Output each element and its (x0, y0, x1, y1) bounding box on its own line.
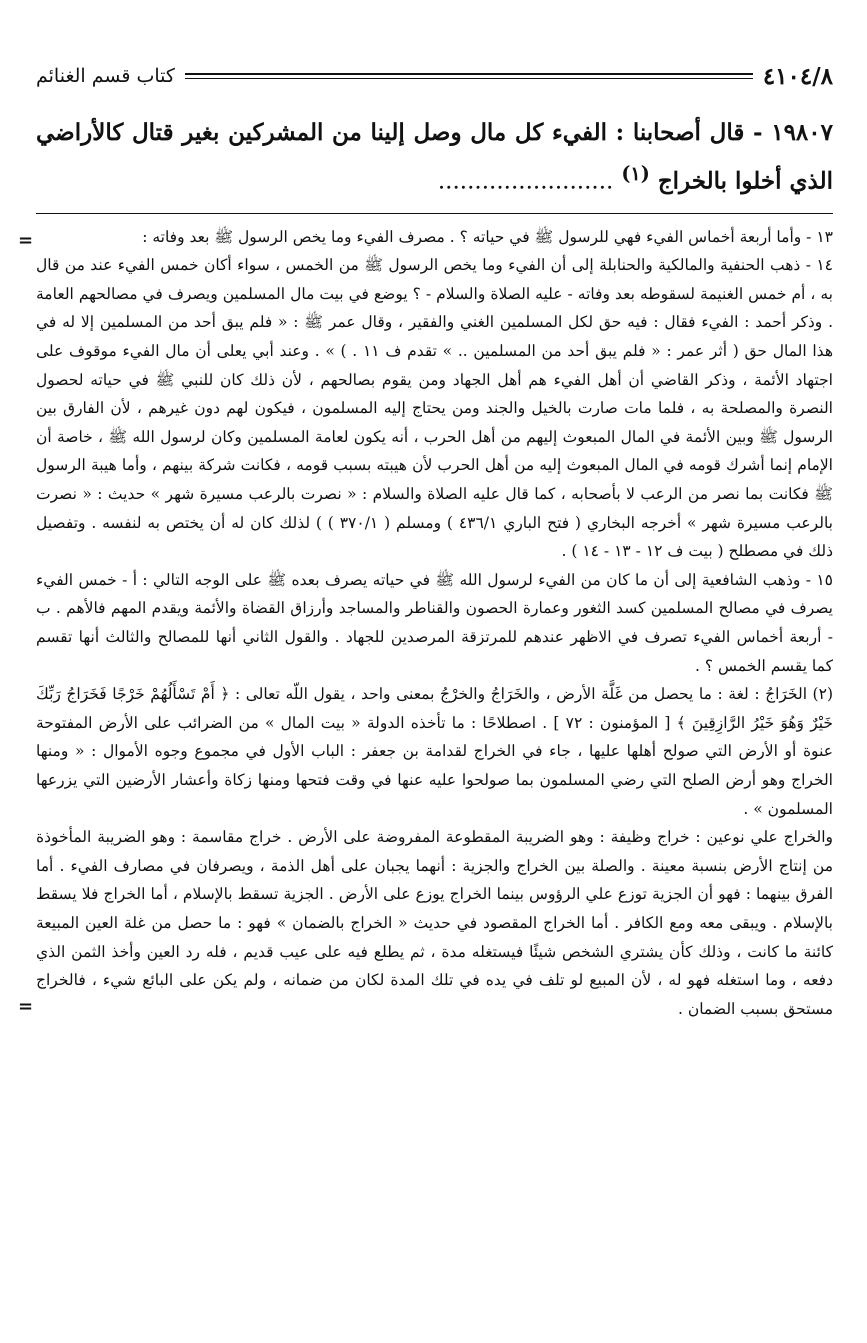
page-number: ٤١٠٤/٨ (762, 62, 833, 90)
footnote-ref: (١) (621, 162, 650, 185)
book-title: كتاب قسم الغنائم (36, 65, 175, 87)
dot-leader: ........................ (437, 168, 614, 195)
footnote-separator (36, 213, 833, 214)
footnote-paragraph: ١٣ - وأما أربعة أخماس الفيء فهي للرسول ﷺ في حياته ؟ . مصرف الفيء وما يخص الرسول ﷺ بعد وفاته : (142, 227, 833, 246)
footnotes (18, 223, 833, 1024)
running-header (36, 54, 833, 98)
main-paragraph: ١٩٨٠٧ - قال أصحابنا : الفيء كل مال وصل إلينا من المشركين بغير قتال كالأراضي الذي أخلوا بالخراج (36, 119, 833, 195)
footnote-paragraph: ١٤ - ذهب الحنفية والمالكية والحنابلة إلى أن الفيء وما يخص الرسول ﷺ من الخمس ، سواء أكان خمس الفيء عند من قال به ، أم خمس الغنيمة لسقوطه بعد وفاته - عليه الصلاة والسلام - ؟ يوضع في بيت مال المسلمين ويصرف في مصالحهم العامة . وذكر أحمد : الفيء فقال : فيه حق لكل المسلمين الغني والفقير ، وقال عمر ﷺ : « فلم يبق أحد من المسلمين إلا له في هذا المال حق ( أثر عمر : « فلم يبق أحد من المسلمين .. » تقدم ف ١١ . ) » . وعند أبي يعلى أن مال الفيء موقوف على اجتهاد الأئمة ، وذكر القاضي أن أهل الفيء هم أهل الجهاد ومن يقوم بصالحهم ، لأن ذلك كان للنبي ﷺ في حياته لحصول النصرة والمصلحة به ، فلما مات صارت بالخيل والجند ومن يحتاج إليه المسلمون ، فيكون لهم دون غيرهم ، لأن الفارق بين الرسول ﷺ وبين الأئمة في المال المبعوث إليهم من أهل الحرب ، أنه يكون لعامة المسلمين وكان لرسول الله ﷺ ، خاصة أن الإمام إنما أشرك قومه في المال المبعوث إليه من أهل الحرب لأن هيبته بسبب قومه ، فكانت شركة بينهم ، وأما هيبة الرسول ﷺ فكانت بما نصر من الرعب لا بأصحابه ، كما قال عليه الصلاة والسلام : « نصرت بالرعب مسيرة شهر » حديث : « نصرت بالرعب مسيرة شهر » أخرجه البخاري ( فتح الباري ٤٣٦/١ ) ومسلم ( ٣٧٠/١ ) ) لذلك كان له أن يختص به لنفسه . وتفصيل ذلك في مصطلح ( بيت ف ١٢ - ١٣ - ١٤ ) . (36, 256, 833, 561)
main-text (36, 112, 833, 203)
header-rule (185, 73, 753, 79)
footnote-paragraph: (٢) الخَرَاجُ : لغة : ما يحصل من غَلَّة الأرض ، والخَرَاجُ والخرْجُ بمعنى واحد ، يقول اللّه تعالى : ﴿ أَمْ تَسْأَلُهُمْ خَرْجًا فَخَرَاجُ رَبِّكَ خَيْرٌ وَهُوَ خَيْرُ الرَّازِقِينَ ﴾ [ المؤمنون : ٧٢ ] . اصطلاحًا : ما تأخذه الدولة « بيت المال » من الضرائب على الأرض المفتوحة عنوة أو الأرض التي صولح أهلها عليها ، جاء في الخراج لقدامة بن جعفر : الباب الأول في مجموع وجوه الأموال : « ومنها الخراج وهو أرض الصلح التي رضي المسلمون بما صولحوا عليه عنها في وقت فتحها ومنها زكاة وأعشار الأرضين التي يزرعها المسلمون » . (36, 685, 833, 818)
footnote-paragraph: والخراج علي نوعين : خراج وظيفة : وهو الضريبة المقطوعة المفروضة على الأرض . خراج مقاسمة : وهو الضريبة المأخوذة من إنتاج الأرض بنسبة معينة . والصلة بين الخراج والجزية : أنهما يجبان على أهل الذمة ، ويصرفان في مصارف الفيء . أما الفرق بينهما : فهو أن الجزية توزع علي الرؤوس بينما الخراج يوزع على الأرض . الجزية تسقط بالإسلام ، أما الخراج فلا يسقط بالإسلام . ويبقى معه ومع الكافر . أما الخراج المقصود في حديث « الخراج بالضمان » فهو : ما حصل من غلة العين المبيعة كائنة ما كانت ، وذلك كأن يشتري الشخص شيئًا فيستغله مدة ، ثم يطلع فيه على عيب قديم ، فله رد العين وأخذ الثمن الذي دفعه ، وما استغله فهو له ، لأن المبيع لو تلف في يده في تلك المدة لكان من ضمانه ، ولم يكن على البائع شيء ، فالخراج مستحق بسبب الضمان . (36, 828, 833, 1018)
continuation-mark-end: = (18, 995, 34, 1017)
continuation-mark-start: = (18, 229, 34, 251)
footnote-paragraph: ١٥ - وذهب الشافعية إلى أن ما كان من الفيء لرسول الله ﷺ في حياته يصرف بعده ﷺ على الوجه التالي : أ - خمس الفيء يصرف في مصالح المسلمين كسد الثغور وعمارة الحصون والقناطر والمساجد وأرزاق القضاة والأئمة ويقدم المهم فالأهم . ب - أربعة أخماس الفيء تصرف في الاظهر عندهم للمرتزقة المرصدين للجهاد . والقول الثاني أنها للمصالح والثالث أنها تقسم كما يقسم الخمس ؟ . (36, 570, 833, 675)
